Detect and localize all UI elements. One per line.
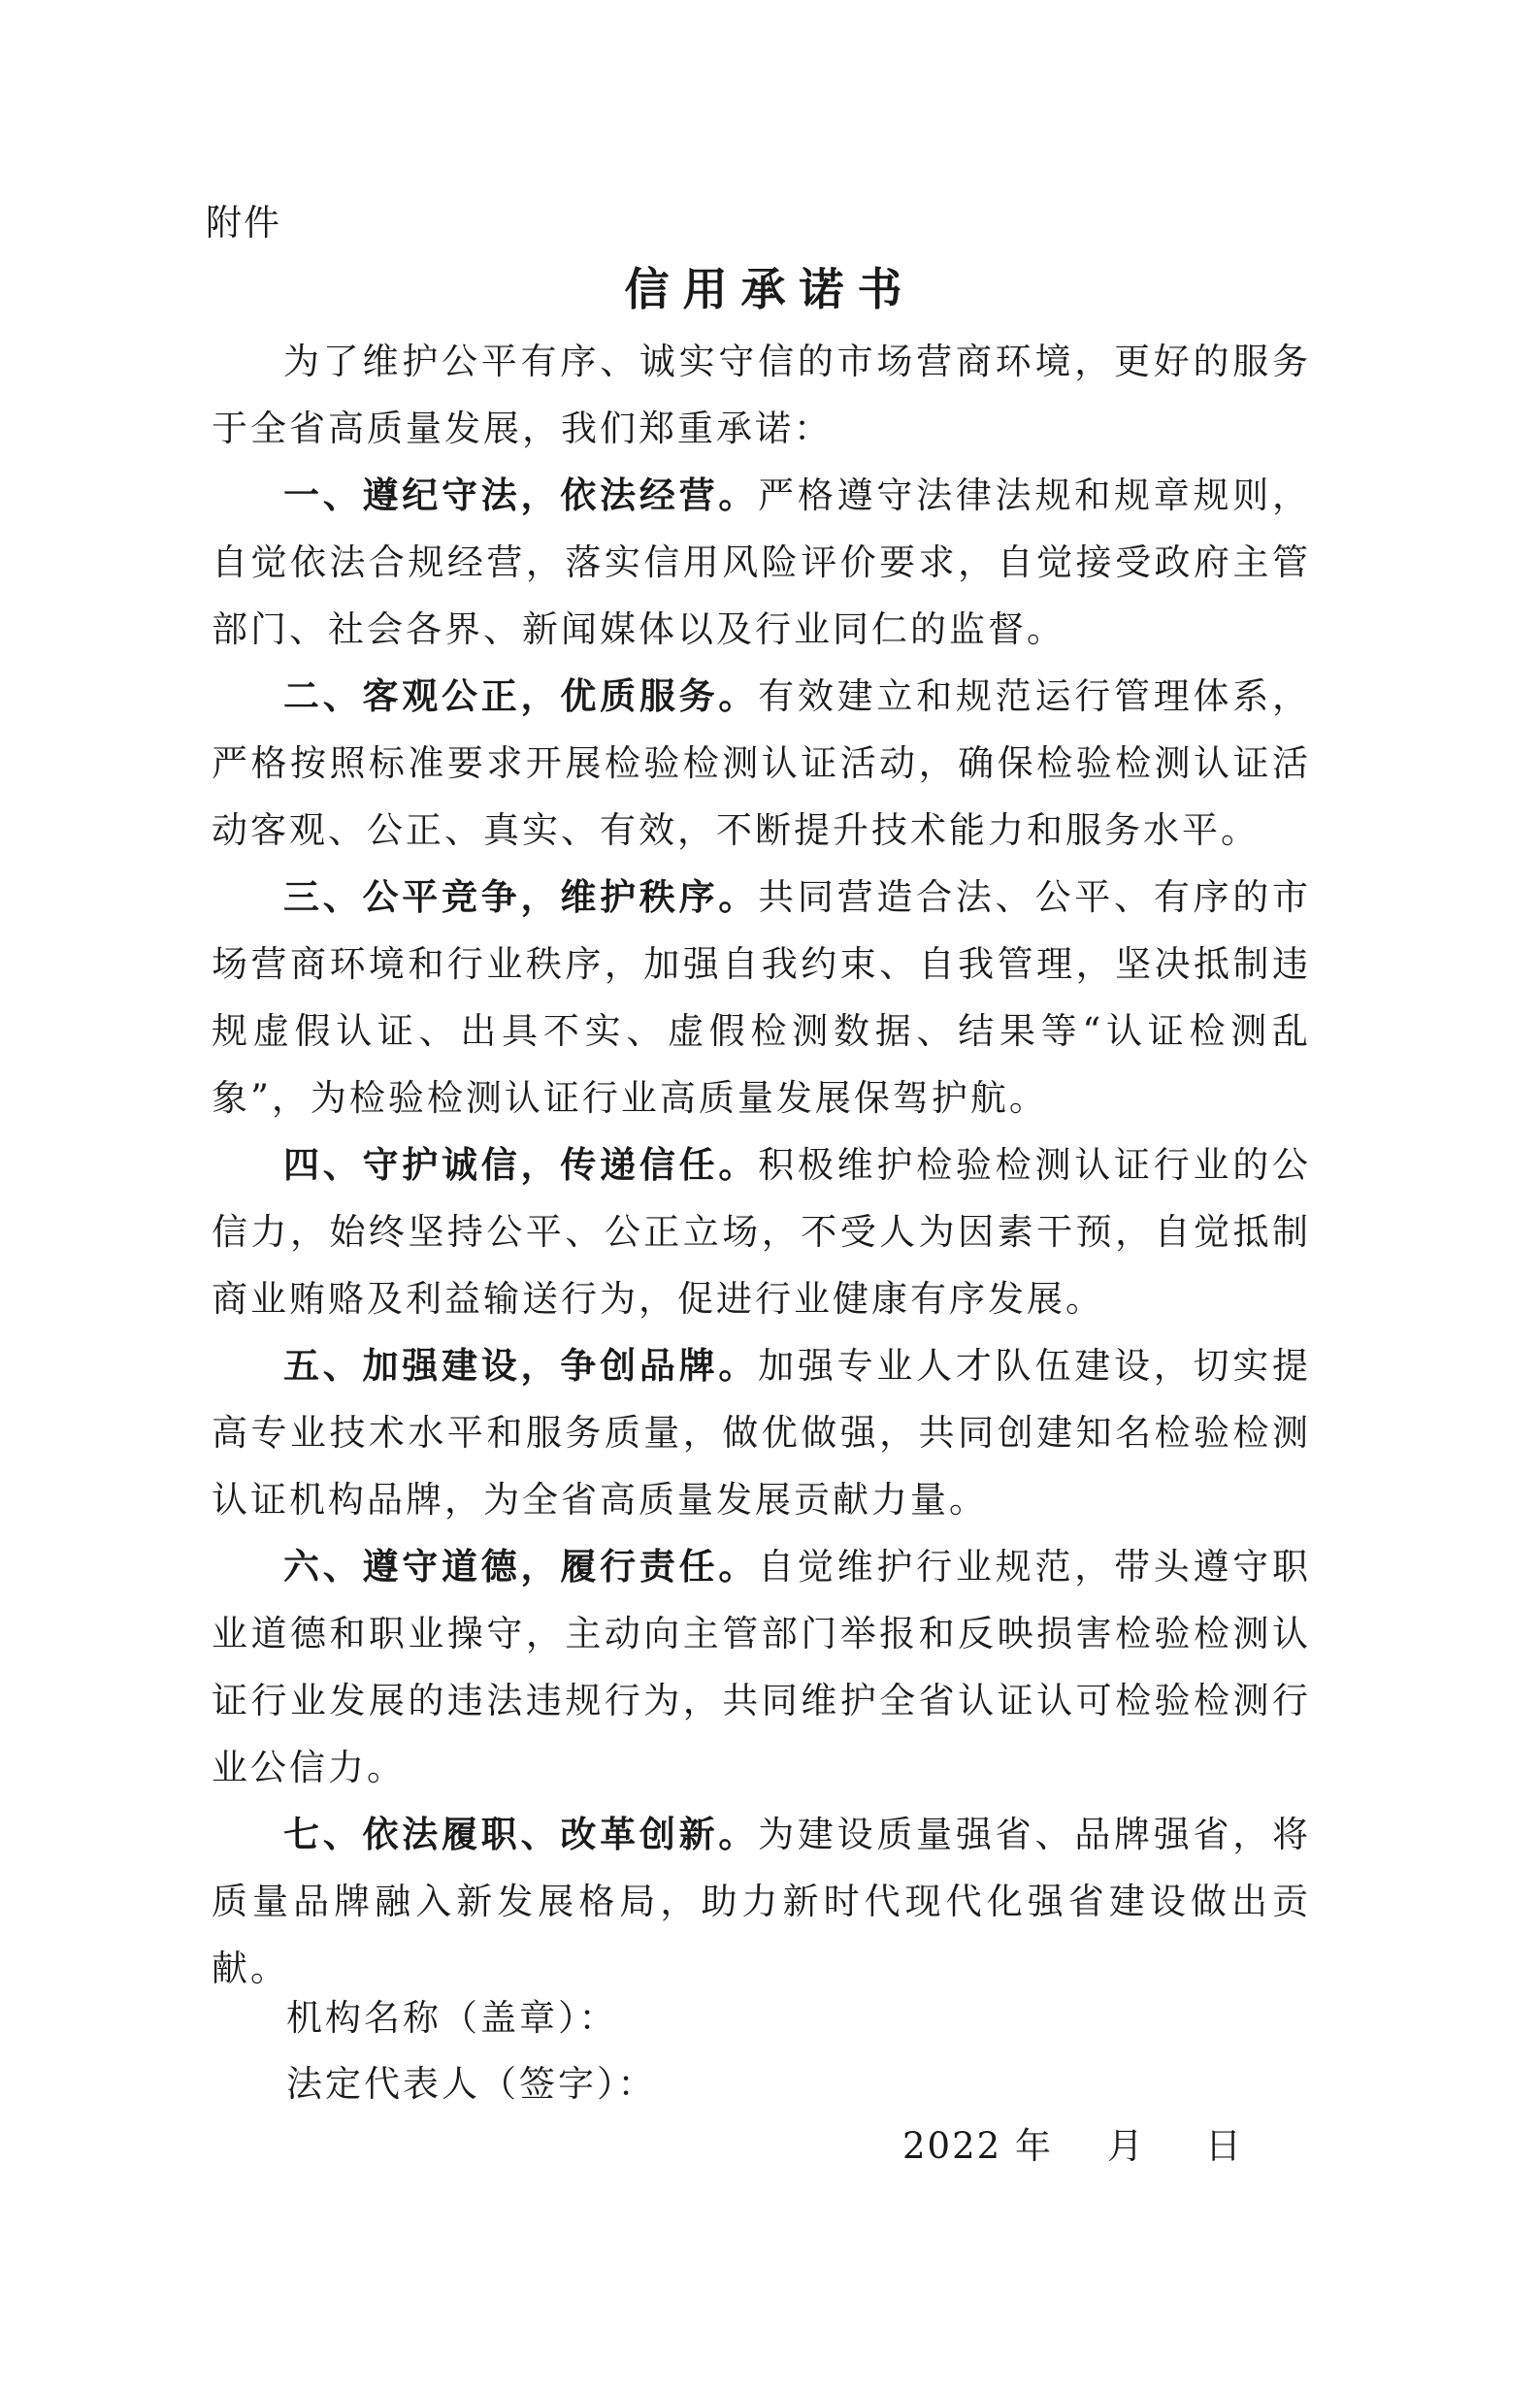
commitment-text: 严格遵守法律法规和规章规则，自觉依法合规经营，落实信用风险评价要求，自觉接受政府主管部门、社会各界、新闻媒体以及行业同仁的监督。 [212,475,1312,650]
commitment-item-6 [212,1533,1311,1801]
commitment-item-3 [212,864,1311,1131]
intro-paragraph: 为了维护公平有序、诚实守信的市场营商环境，更好的服务于全省高质量发展，我们郑重承诺： [212,341,1311,449]
commitment-item-7 [212,1801,1311,2002]
commitment-text: 自觉维护行业规范，带头遵守职业道德和职业操守，主动向主管部门举报和反映损害检验检测认证行业发展的违法违规行为，共同维护全省认证认可检验检测行业公信力。 [212,1546,1312,1788]
commitment-item-4 [212,1131,1311,1332]
commitment-heading: 六、遵守道德，履行责任。 [283,1545,759,1588]
commitment-text: 加强专业人才队伍建设，切实提高专业技术水平和服务质量，做优做强，共同创建知名检验检测认证机构品牌，为全省高质量发展贡献力量。 [212,1345,1312,1521]
commitment-item-1 [212,462,1311,663]
organization-name-label: 机构名称（盖章）： [286,1997,618,2039]
date-month-unit: 月 [1106,2125,1145,2167]
commitment-text: 有效建立和规范运行管理体系，严格按照标准要求开展检验检测认证活动，确保检验检测认证活动客观、公正、真实、有效，不断提升技术能力和服务水平。 [212,675,1312,851]
date-year: 2022 [902,2125,1002,2167]
commitment-text: 共同营造合法、公平、有序的市场营商环境和行业秩序，加强自我约束、自我管理，坚决抵制违规虚假认证、出具不实、虚假检测数据、结果等“认证检测乱象”，为检验检测认证行业高质量发展保驾护航。 [212,876,1312,1119]
attachment-label: 附件 [206,202,281,244]
commitment-heading: 五、加强建设，争创品牌。 [283,1344,759,1387]
commitment-heading: 一、遵纪守法，依法经营。 [283,474,759,516]
commitment-heading: 三、公平竞争，维护秩序。 [283,875,759,918]
date-day-unit: 日 [1204,2125,1243,2167]
date-year-unit: 年 [1014,2125,1053,2167]
legal-representative-label: 法定代表人（签字）： [286,2063,657,2105]
document-body [212,328,1311,2002]
commitment-text: 积极维护检验检测认证行业的公信力，始终坚持公平、公正立场，不受人为因素干预，自觉抵制商业贿赂及利益输送行为，促进行业健康有序发展。 [212,1144,1312,1320]
commitment-heading: 七、依法履职、改革创新。 [283,1813,759,1855]
signature-date [902,2119,1243,2174]
commitment-text: 为建设质量强省、品牌强省，将质量品牌融入新发展格局，助力新时代现代化强省建设做出贡献。 [212,1814,1312,1989]
commitment-heading: 二、客观公正，优质服务。 [283,674,759,717]
document-title: 信用承诺书 [624,263,916,315]
commitment-heading: 四、守护诚信，传递信任。 [283,1143,759,1186]
signature-block [286,1985,657,2117]
commitment-item-2 [212,663,1311,864]
commitment-item-5 [212,1332,1311,1533]
